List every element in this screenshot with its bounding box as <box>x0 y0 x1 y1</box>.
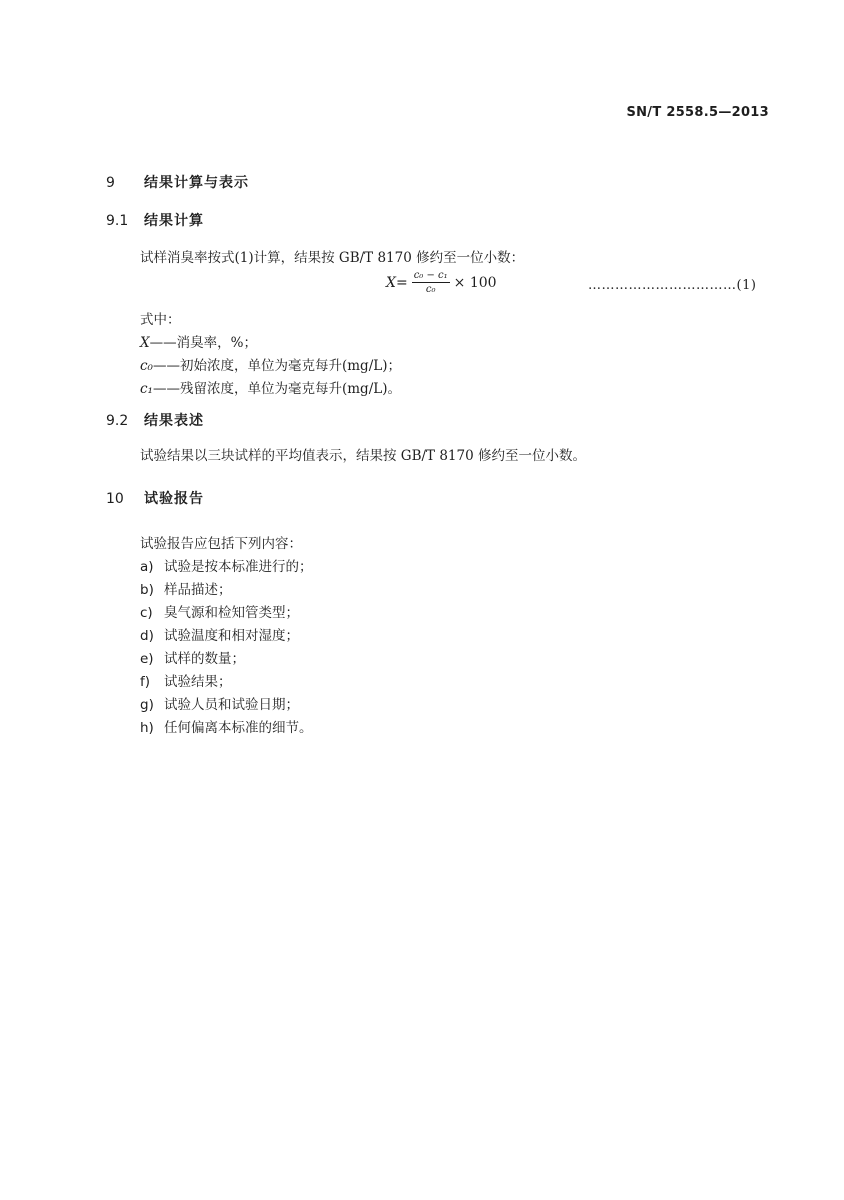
definition-symbol: c₁ <box>140 381 153 397</box>
list-item-text: 样品描述； <box>164 582 232 598</box>
expression-paragraph: 试验结果以三块试样的平均值表示，结果按 GB/T 8170 修约至一位小数。 <box>140 448 586 464</box>
section-9-heading <box>106 172 249 192</box>
list-item-label: h) <box>140 720 154 736</box>
definition-item <box>140 377 401 397</box>
section-number: 10 <box>106 491 124 507</box>
section-title: 结果表述 <box>144 413 204 429</box>
report-list-item <box>140 624 299 644</box>
report-list-item <box>140 716 313 736</box>
section-9-2-heading <box>106 410 204 430</box>
list-item-text: 臭气源和检知管类型； <box>164 605 299 621</box>
standard-number: SN/T 2558.5—2013 <box>626 105 769 120</box>
calculation-paragraph: 试样消臭率按式(1)计算，结果按 GB/T 8170 修约至一位小数： <box>140 250 525 266</box>
list-item-label: e) <box>140 651 154 667</box>
list-item-text: 试验人员和试验日期； <box>164 697 299 713</box>
definition-text: ——消臭率，%； <box>149 335 257 351</box>
list-item-text: 试验结果； <box>164 674 232 690</box>
list-item-label: f) <box>140 674 151 690</box>
section-title: 试验报告 <box>144 491 204 507</box>
report-list-item <box>140 555 313 575</box>
formula-multiplier: × 100 <box>453 274 497 291</box>
report-list-item <box>140 693 299 713</box>
formula-denominator: c₀ <box>425 284 436 295</box>
section-title: 结果计算 <box>144 213 204 229</box>
formula-equals: = <box>395 274 408 291</box>
report-intro: 试验报告应包括下列内容： <box>140 536 302 552</box>
list-item-label: g) <box>140 697 154 713</box>
report-list-item <box>140 578 232 598</box>
definition-text: ——初始浓度，单位为毫克每升(mg/L)； <box>152 358 401 374</box>
formula <box>386 270 497 295</box>
definition-item <box>140 354 401 374</box>
section-number: 9.1 <box>106 213 129 229</box>
list-item-label: c) <box>140 605 153 621</box>
list-item-text: 任何偏离本标准的细节。 <box>164 720 313 736</box>
section-number: 9.2 <box>106 413 129 429</box>
section-number: 9 <box>106 175 115 191</box>
list-item-text: 试验是按本标准进行的； <box>164 559 313 575</box>
section-10-heading <box>106 488 204 508</box>
definition-item <box>140 331 257 351</box>
formula-numerator: c₀ − c₁ <box>413 270 448 281</box>
section-title: 结果计算与表示 <box>144 175 249 191</box>
definition-symbol: c₀ <box>140 358 153 374</box>
equation-reference: ……………………………(1) <box>588 278 757 293</box>
formula-lhs: X <box>386 274 396 291</box>
definition-text: ——残留浓度，单位为毫克每升(mg/L)。 <box>152 381 401 397</box>
list-item-text: 试验温度和相对湿度； <box>164 628 299 644</box>
definition-symbol: X <box>140 335 150 351</box>
report-list-item <box>140 601 299 621</box>
report-list-item <box>140 670 232 690</box>
formula-fraction <box>412 270 450 295</box>
where-label: 式中： <box>140 312 181 328</box>
list-item-label: b) <box>140 582 154 598</box>
list-item-label: a) <box>140 559 154 575</box>
list-item-label: d) <box>140 628 154 644</box>
section-9-1-heading <box>106 210 204 230</box>
list-item-text: 试样的数量； <box>164 651 245 667</box>
report-list-item <box>140 647 245 667</box>
